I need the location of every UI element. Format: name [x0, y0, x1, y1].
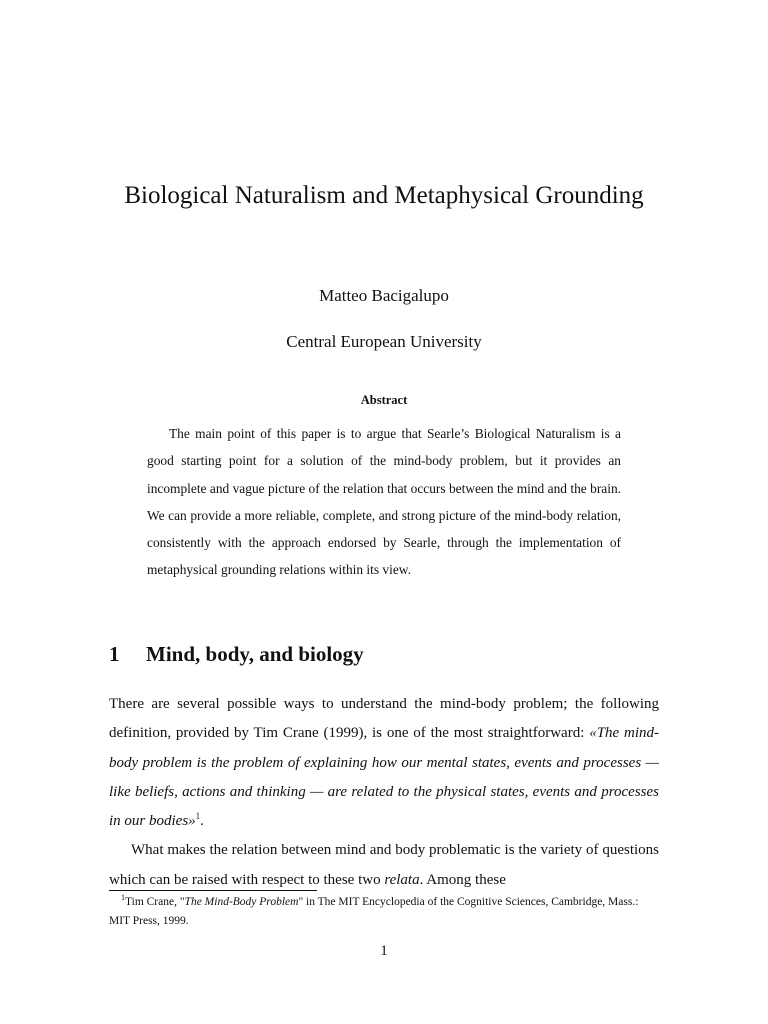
abstract-text: The main point of this paper is to argue that Searle’s Biological Naturalism is a good starting point for a solution of the mind-body problem, but it provides an incomplete and vague picture of the relation that occurs between the mind and the brain. We can provide a more reliable, complete, and strong picture of the mind-body relation, consistently with the approach endorsed by Searle, through the implementation of metaphysical grounding relations within its view. [147, 426, 621, 578]
paragraph-text: There are several possible ways to understand the mind-body problem; the following definition, provided by Tim Crane (1999), is one of the most straightforward: [109, 696, 659, 742]
footnote-title: The Mind-Body Problem [184, 896, 299, 908]
footnote-text: Tim Crane, " [125, 896, 185, 908]
paragraph-text: . [200, 813, 204, 830]
paper-title: Biological Naturalism and Metaphysical Grounding [124, 182, 644, 209]
body-text [109, 690, 659, 895]
paragraph-text: . Among these [419, 871, 506, 888]
section-number: 1 [109, 642, 120, 666]
author-name: Matteo Bacigalupo [319, 286, 449, 305]
body-paragraph [109, 690, 659, 836]
relata-term: relata [384, 871, 420, 888]
abstract-heading: Abstract [360, 393, 408, 407]
footnote-mark: 1 [121, 893, 125, 903]
section-heading [109, 642, 364, 667]
footnote-divider [109, 890, 317, 891]
page-number: 1 [380, 943, 388, 959]
footnote-reference: 1 [195, 811, 201, 822]
paragraph-text: What makes the relation between mind and body problematic is the variety of questions which can be raised with respect to these two [109, 842, 659, 888]
crane-quote: «The mind-body problem is the problem of explaining how our mental states, events and processes — like beliefs, actions and thinking — are related to the physical states, events and processes in our bodies» [109, 725, 659, 830]
author-affiliation: Central European University [286, 332, 482, 351]
footnote [109, 893, 659, 931]
section-title: Mind, body, and biology [146, 642, 364, 666]
body-paragraph [109, 836, 659, 895]
footnote-text: " in The MIT Encyclopedia of the Cognitive Sciences, Cambridge, Mass.: MIT Press, 1999. [109, 896, 639, 927]
